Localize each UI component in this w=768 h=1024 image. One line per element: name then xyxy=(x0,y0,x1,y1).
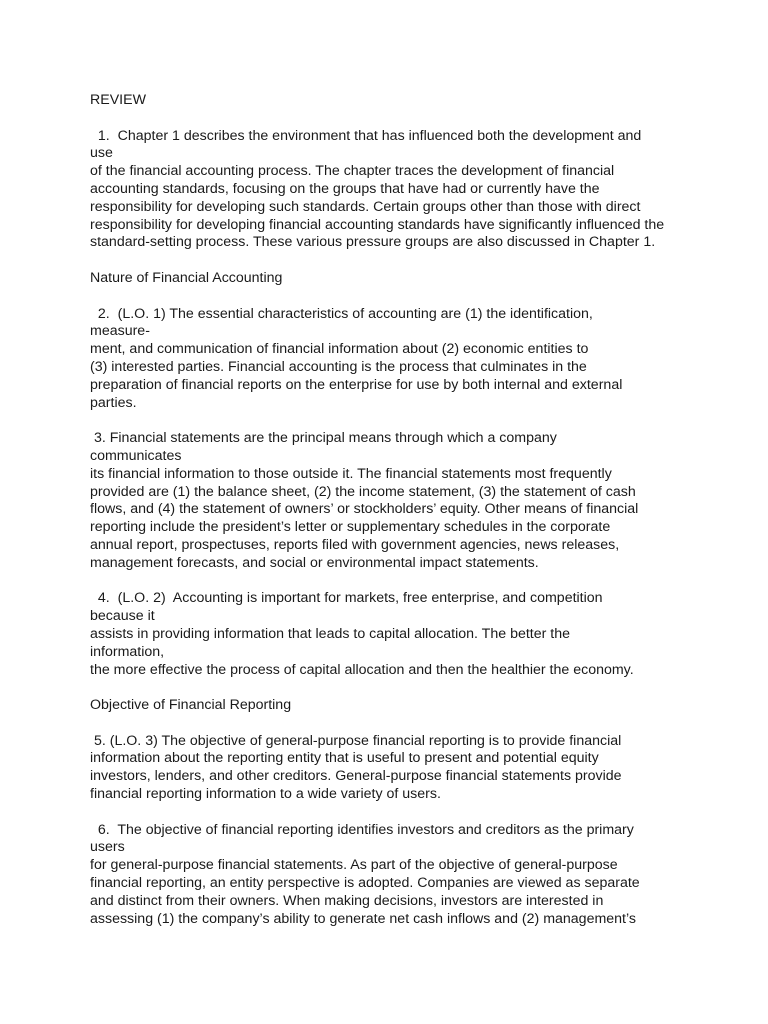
text-line: financial reporting, an entity perspective is adopted. Companies are viewed as separate xyxy=(90,875,640,892)
text-line: management forecasts, and social or environmental impact statements. xyxy=(90,554,539,571)
paragraph-gap xyxy=(90,110,686,128)
text-line: information about the reporting entity that is useful to present and potential equity xyxy=(90,750,599,767)
text-line: because it xyxy=(90,608,155,625)
text-line: assists in providing information that leads to capital allocation. The better the xyxy=(90,625,571,642)
text-line: 1. Chapter 1 describes the environment that has influenced both the development and xyxy=(90,127,642,144)
paragraph-gap xyxy=(90,679,686,697)
text-line: 2. (L.O. 1) The essential characteristics of accounting are (1) the identification, xyxy=(90,305,593,322)
text-line: use xyxy=(90,145,113,162)
text-line: provided are (1) the balance sheet, (2) the income statement, (3) the statement of cash xyxy=(90,483,636,500)
text-line: 4. (L.O. 2) Accounting is important for markets, free enterprise, and competition xyxy=(90,590,603,607)
paragraph-gap xyxy=(90,573,686,591)
text-line: annual report, prospectuses, reports filed with government agencies, news releases, xyxy=(90,536,620,553)
text-line: responsibility for developing financial accounting standards have significantly influenced the xyxy=(90,216,665,233)
text-line: responsibility for developing such standards. Certain groups other than those with direct xyxy=(90,198,641,215)
paragraph-gap xyxy=(90,288,686,306)
text-line: the more effective the process of capital allocation and then the healthier the economy. xyxy=(90,661,634,678)
review-paragraph xyxy=(90,822,686,929)
text-line: standard-setting process. These various pressure groups are also discussed in Chapter 1. xyxy=(90,234,656,251)
text-line: 3. Financial statements are the principal means through which a company xyxy=(90,430,557,447)
text-line: and distinct from their owners. When making decisions, investors are interested in xyxy=(90,892,604,909)
review-paragraph xyxy=(90,733,686,804)
text-line: users xyxy=(90,839,125,856)
paragraph-gap xyxy=(90,715,686,733)
text-line: for general-purpose financial statements. As part of the objective of general-purpose xyxy=(90,857,618,874)
text-line: investors, lenders, and other creditors. General-purpose financial statements provide xyxy=(90,768,622,785)
text-line: (3) interested parties. Financial accounting is the process that culminates in the xyxy=(90,358,587,375)
text-line: assessing (1) the company’s ability to generate net cash inflows and (2) management’s xyxy=(90,910,636,927)
paragraph-gap xyxy=(90,804,686,822)
text-line: of the financial accounting process. The chapter traces the development of financial xyxy=(90,163,615,180)
text-line: Objective of Financial Reporting xyxy=(90,697,292,714)
review-paragraph xyxy=(90,306,686,413)
review-paragraph xyxy=(90,430,686,572)
review-paragraph xyxy=(90,590,686,679)
section-heading xyxy=(90,92,686,110)
text-line: REVIEW xyxy=(90,92,146,108)
text-line: reporting include the president’s letter or supplementary schedules in the corporate xyxy=(90,519,611,536)
text-line: preparation of financial reports on the enterprise for use by both internal and external xyxy=(90,376,623,393)
document-page xyxy=(90,92,686,928)
text-line: its financial information to those outside it. The financial statements most frequently xyxy=(90,465,612,482)
text-line: financial reporting information to a wide variety of users. xyxy=(90,786,441,803)
text-line: measure- xyxy=(90,323,150,340)
text-line: information, xyxy=(90,643,165,660)
section-heading xyxy=(90,697,686,715)
text-line: 6. The objective of financial reporting identifies investors and creditors as the primary xyxy=(90,821,634,838)
text-line: flows, and (4) the statement of owners’ or stockholders’ equity. Other means of financial xyxy=(90,501,639,518)
text-line: ment, and communication of financial information about (2) economic entities to xyxy=(90,341,589,358)
review-paragraph xyxy=(90,128,686,253)
text-line: accounting standards, focusing on the groups that have had or currently have the xyxy=(90,180,600,197)
section-heading xyxy=(90,270,686,288)
text-line: 5. (L.O. 3) The objective of general-purpose financial reporting is to provide financial xyxy=(90,732,622,749)
text-line: communicates xyxy=(90,447,182,464)
paragraph-gap xyxy=(90,412,686,430)
text-line: parties. xyxy=(90,394,137,411)
text-line: Nature of Financial Accounting xyxy=(90,269,283,286)
paragraph-gap xyxy=(90,252,686,270)
